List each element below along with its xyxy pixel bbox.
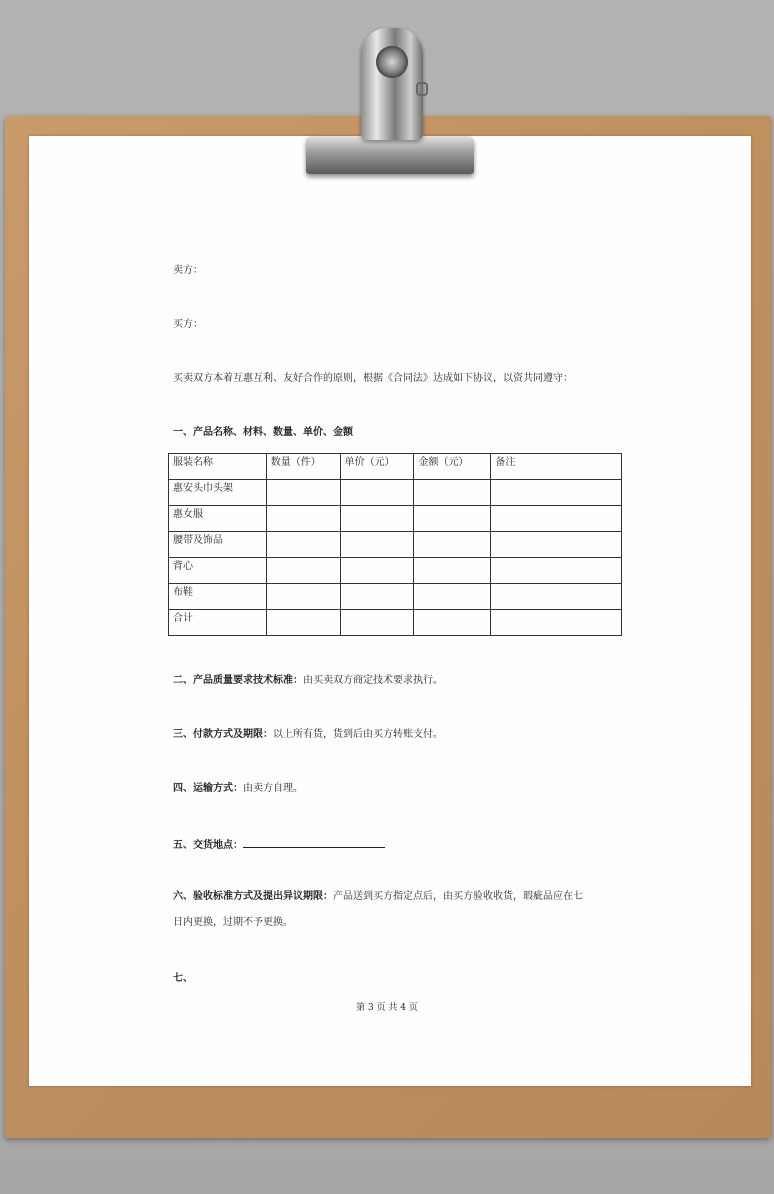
preamble: 买卖双方本着互惠互利、友好合作的原则，根据《合同法》达成如下协议，以资共同遵守：	[173, 373, 573, 384]
section6-text: 产品送到买方指定点后，由买方验收收货，瑕疵品应在七	[333, 891, 583, 902]
table-cell	[491, 480, 622, 506]
table-cell	[491, 584, 622, 610]
section5	[173, 836, 385, 853]
binder-clip-icon	[361, 28, 423, 140]
table-cell	[266, 558, 340, 584]
section4-text: 由卖方自理。	[243, 783, 303, 794]
table-cell	[491, 610, 622, 636]
section3	[173, 728, 443, 742]
table-cell	[414, 480, 491, 506]
section2-text: 由买卖双方商定技术要求执行。	[303, 675, 443, 686]
table-cell	[414, 610, 491, 636]
table-cell	[340, 584, 414, 610]
table-cell	[414, 506, 491, 532]
row-label: 布鞋	[169, 584, 267, 610]
goods-table	[168, 453, 622, 636]
header-cell: 备注	[491, 454, 622, 480]
table-row	[169, 532, 622, 558]
section2-heading: 二、产品质量要求技术标准：	[173, 675, 303, 686]
table-cell	[340, 610, 414, 636]
table-cell	[266, 532, 340, 558]
table-row	[169, 610, 622, 636]
row-label: 腰带及饰品	[169, 532, 267, 558]
header-cell: 单价（元）	[340, 454, 414, 480]
header-cell: 金额（元）	[414, 454, 491, 480]
row-label: 背心	[169, 558, 267, 584]
section4	[173, 782, 303, 796]
header-cell: 数量（件）	[266, 454, 340, 480]
row-label: 惠女服	[169, 506, 267, 532]
table-cell	[340, 480, 414, 506]
table-cell	[491, 506, 622, 532]
clip-base-icon	[306, 136, 474, 174]
section6-heading: 六、验收标准方式及提出异议期限：	[173, 891, 333, 902]
buyer-label: 买方：	[173, 319, 203, 330]
delivery-location-blank	[243, 836, 385, 848]
section6-continued: 日内更换，过期不予更换。	[173, 917, 293, 928]
table-cell	[340, 558, 414, 584]
section3-text: 以上所有货，货到后由买方转账支付。	[273, 729, 443, 740]
section2	[173, 674, 443, 688]
clip-hole-icon	[376, 46, 408, 78]
table-cell	[491, 558, 622, 584]
table-cell	[266, 610, 340, 636]
table-cell	[266, 506, 340, 532]
table-cell	[414, 532, 491, 558]
table-cell	[414, 584, 491, 610]
table-cell	[340, 532, 414, 558]
table-cell	[340, 506, 414, 532]
section7-heading: 七、	[173, 973, 193, 984]
table-cell	[266, 584, 340, 610]
table-row	[169, 558, 622, 584]
section6	[173, 890, 583, 904]
row-label: 合计	[169, 610, 267, 636]
table-cell	[266, 480, 340, 506]
table-row	[169, 584, 622, 610]
table-header-row	[169, 454, 622, 480]
section4-heading: 四、运输方式：	[173, 783, 243, 794]
table-cell	[414, 558, 491, 584]
section1-heading: 一、产品名称、材料、数量、单价、金额	[173, 427, 353, 438]
page-footer: 第 3 页 共 4 页	[356, 1003, 418, 1013]
header-cell: 服装名称	[169, 454, 267, 480]
table-row	[169, 480, 622, 506]
seller-label: 卖方：	[173, 265, 203, 276]
clip-ring-icon	[416, 82, 428, 96]
row-label: 惠安头巾头架	[169, 480, 267, 506]
table-cell	[491, 532, 622, 558]
section3-heading: 三、付款方式及期限：	[173, 729, 273, 740]
section5-heading: 五、交货地点：	[173, 840, 243, 851]
table-row	[169, 506, 622, 532]
